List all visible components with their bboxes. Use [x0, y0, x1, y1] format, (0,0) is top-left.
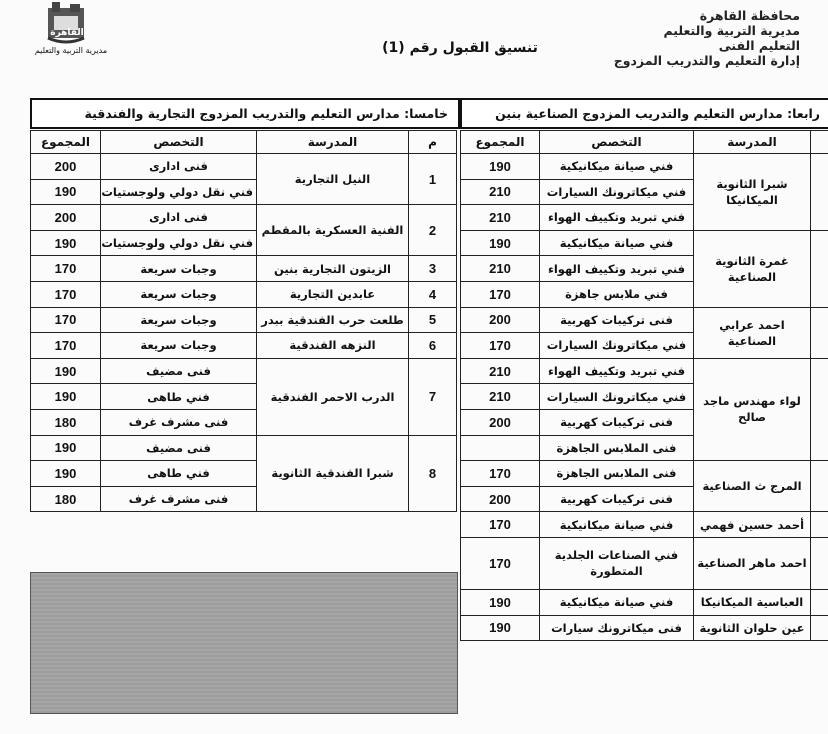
total-cell: 210: [461, 358, 540, 384]
logo-name: القاهرة: [50, 28, 84, 38]
table-row: [461, 537, 828, 589]
specialty-cell: فني الصناعات الجلدية المتطورة: [540, 537, 694, 589]
redacted-area: [30, 572, 458, 714]
specialty-cell: فنى ادارى: [101, 205, 257, 231]
school-cell: غمرة الثانوية الصناعية: [694, 230, 811, 307]
total-cell: 170: [31, 256, 101, 282]
row-number-cell: 7: [409, 358, 457, 435]
total-cell: 190: [461, 230, 540, 256]
table-row: [461, 358, 828, 384]
total-cell: 200: [461, 486, 540, 512]
specialty-cell: فني نقل دولي ولوجستيات: [101, 230, 257, 256]
table-row: [31, 205, 457, 231]
table-edge-cell: [811, 154, 828, 231]
table-edge-cell: [811, 615, 828, 641]
total-cell: 170: [461, 461, 540, 487]
header-specialty: التخصص: [540, 131, 694, 154]
total-cell: 200: [31, 154, 101, 180]
specialty-cell: فني صيانة ميكانيكية: [540, 154, 694, 180]
specialty-cell: فني صيانة ميكانيكية: [540, 589, 694, 615]
total-cell: 170: [461, 333, 540, 359]
total-cell: 170: [31, 307, 101, 333]
left-section-table: [30, 130, 457, 512]
specialty-cell: فني صيانة ميكانيكية: [540, 230, 694, 256]
logo-caption: مديرية التربية والتعليم: [34, 46, 108, 55]
specialty-cell: فنى ادارى: [101, 154, 257, 180]
total-cell: 170: [461, 512, 540, 538]
school-cell: الفنية العسكرية بالمقطم: [257, 205, 409, 256]
row-number-cell: 1: [409, 154, 457, 205]
total-cell: 210: [461, 179, 540, 205]
specialty-cell: فنى الملابس الجاهزة: [540, 435, 694, 461]
total-cell: 210: [461, 256, 540, 282]
table-row: [31, 307, 457, 333]
total-cell: 170: [461, 537, 540, 589]
total-cell: 210: [461, 384, 540, 410]
row-number-cell: 8: [409, 435, 457, 512]
specialty-cell: فني طاهى: [101, 461, 257, 487]
row-number-cell: 5: [409, 307, 457, 333]
table-row: [461, 307, 828, 333]
specialty-cell: فنى مضيف: [101, 358, 257, 384]
table-edge-cell: [811, 512, 828, 538]
header-line-4: إدارة التعليم والتدريب المزدوج: [613, 53, 800, 68]
ministry-header: [585, 8, 800, 68]
specialty-cell: فني طاهى: [101, 384, 257, 410]
ministry-logo: [26, 2, 116, 64]
table-edge-cell: [811, 589, 828, 615]
header-school: المدرسة: [694, 131, 811, 154]
specialty-cell: فنى تركيبات كهربية: [540, 486, 694, 512]
total-cell: [461, 435, 540, 461]
total-cell: 190: [31, 358, 101, 384]
specialty-cell: فنى تركيبات كهربية: [540, 307, 694, 333]
table-row: [31, 333, 457, 359]
left-section-title-box: [30, 98, 460, 129]
table-row: [31, 281, 457, 307]
row-number-cell: 2: [409, 205, 457, 256]
table-header-row: [461, 131, 828, 154]
header-line-3: التعليم الفنى: [718, 38, 800, 53]
school-cell: النزهه الفندقية: [257, 333, 409, 359]
total-cell: 190: [461, 589, 540, 615]
school-cell: عابدين التجارية: [257, 281, 409, 307]
header-specialty: التخصص: [101, 131, 257, 154]
table-row: [31, 358, 457, 384]
specialty-cell: فنى الملابس الجاهزة: [540, 461, 694, 487]
specialty-cell: فنى ميكاترونك سيارات: [540, 615, 694, 641]
specialty-cell: فنى مشرف غرف: [101, 409, 257, 435]
table-edge-cell: [811, 131, 828, 154]
table-edge-cell: [811, 358, 828, 460]
table-row: [461, 230, 828, 256]
total-cell: 170: [31, 333, 101, 359]
specialty-cell: فني صيانة ميكانيكية: [540, 512, 694, 538]
table-edge-cell: [811, 230, 828, 307]
table-header-row: [31, 131, 457, 154]
school-cell: احمد عرابي الصناعية: [694, 307, 811, 358]
right-section-title-box: [460, 98, 828, 129]
left-section-title: خامسا: مدارس التعليم والتدريب المزدوج التجارية والفندقية: [84, 106, 448, 121]
specialty-cell: فني ميكاترونك السيارات: [540, 179, 694, 205]
header-m: م: [409, 131, 457, 154]
specialty-cell: فني تبريد وتكييف الهواء: [540, 205, 694, 231]
header-line-1: محافظة القاهرة: [699, 8, 800, 23]
specialty-cell: وجبات سريعة: [101, 307, 257, 333]
table-edge-cell: [811, 537, 828, 589]
school-cell: احمد ماهر الصناعية: [694, 537, 811, 589]
school-cell: لواء مهندس ماجد صالح: [694, 358, 811, 460]
total-cell: 200: [461, 307, 540, 333]
right-section-table: [460, 130, 828, 641]
total-cell: 190: [461, 154, 540, 180]
header-line-2: مديرية التربية والتعليم: [663, 23, 800, 38]
table-row: [461, 154, 828, 180]
total-cell: 170: [31, 281, 101, 307]
specialty-cell: فنى تركيبات كهربية: [540, 409, 694, 435]
school-cell: النيل التجارية: [257, 154, 409, 205]
table-row: [31, 256, 457, 282]
school-cell: المرج ث الصناعية: [694, 461, 811, 512]
total-cell: 190: [31, 435, 101, 461]
specialty-cell: وجبات سريعة: [101, 333, 257, 359]
table-row: [461, 589, 828, 615]
total-cell: 190: [31, 461, 101, 487]
header-total: المجموع: [31, 131, 101, 154]
specialty-cell: وجبات سريعة: [101, 281, 257, 307]
right-section-title: رابعا: مدارس التعليم والتدريب المزدوج الصناعية بنين: [495, 106, 820, 121]
specialty-cell: فني ملابس جاهزة: [540, 281, 694, 307]
school-cell: عين حلوان الثانوية: [694, 615, 811, 641]
specialty-cell: فنى مضيف: [101, 435, 257, 461]
page-title: تنسيق القبول رقم (1): [382, 40, 538, 56]
total-cell: 200: [31, 205, 101, 231]
school-cell: أحمد حسين فهمي: [694, 512, 811, 538]
school-cell: طلعت حرب الفندقية ببدر: [257, 307, 409, 333]
table-row: [31, 154, 457, 180]
table-edge-cell: [811, 461, 828, 512]
total-cell: 170: [461, 281, 540, 307]
specialty-cell: فني تبريد وتكييف الهواء: [540, 358, 694, 384]
table-row: [461, 512, 828, 538]
specialty-cell: فنى مشرف غرف: [101, 486, 257, 512]
row-number-cell: 6: [409, 333, 457, 359]
total-cell: 190: [31, 179, 101, 205]
specialty-cell: فني ميكاترونك السيارات: [540, 333, 694, 359]
school-cell: العباسية الميكانيكا: [694, 589, 811, 615]
school-cell: شبرا الثانوية الميكانيكا: [694, 154, 811, 231]
total-cell: 180: [31, 486, 101, 512]
specialty-cell: فني تبريد وتكييف الهواء: [540, 256, 694, 282]
total-cell: 190: [461, 615, 540, 641]
total-cell: 210: [461, 205, 540, 231]
school-cell: الزيتون التجارية بنين: [257, 256, 409, 282]
row-number-cell: 3: [409, 256, 457, 282]
school-cell: الدرب الاحمر الفندقية: [257, 358, 409, 435]
table-row: [31, 435, 457, 461]
specialty-cell: فني ميكاترونك السيارات: [540, 384, 694, 410]
total-cell: 190: [31, 230, 101, 256]
table-row: [461, 461, 828, 487]
specialty-cell: وجبات سريعة: [101, 256, 257, 282]
header-school: المدرسة: [257, 131, 409, 154]
school-cell: شبرا الفندقية الثانوية: [257, 435, 409, 512]
specialty-cell: فني نقل دولي ولوجستيات: [101, 179, 257, 205]
table-row: [461, 615, 828, 641]
total-cell: 180: [31, 409, 101, 435]
total-cell: 200: [461, 409, 540, 435]
total-cell: 190: [31, 384, 101, 410]
header-total: المجموع: [461, 131, 540, 154]
row-number-cell: 4: [409, 281, 457, 307]
table-edge-cell: [811, 307, 828, 358]
